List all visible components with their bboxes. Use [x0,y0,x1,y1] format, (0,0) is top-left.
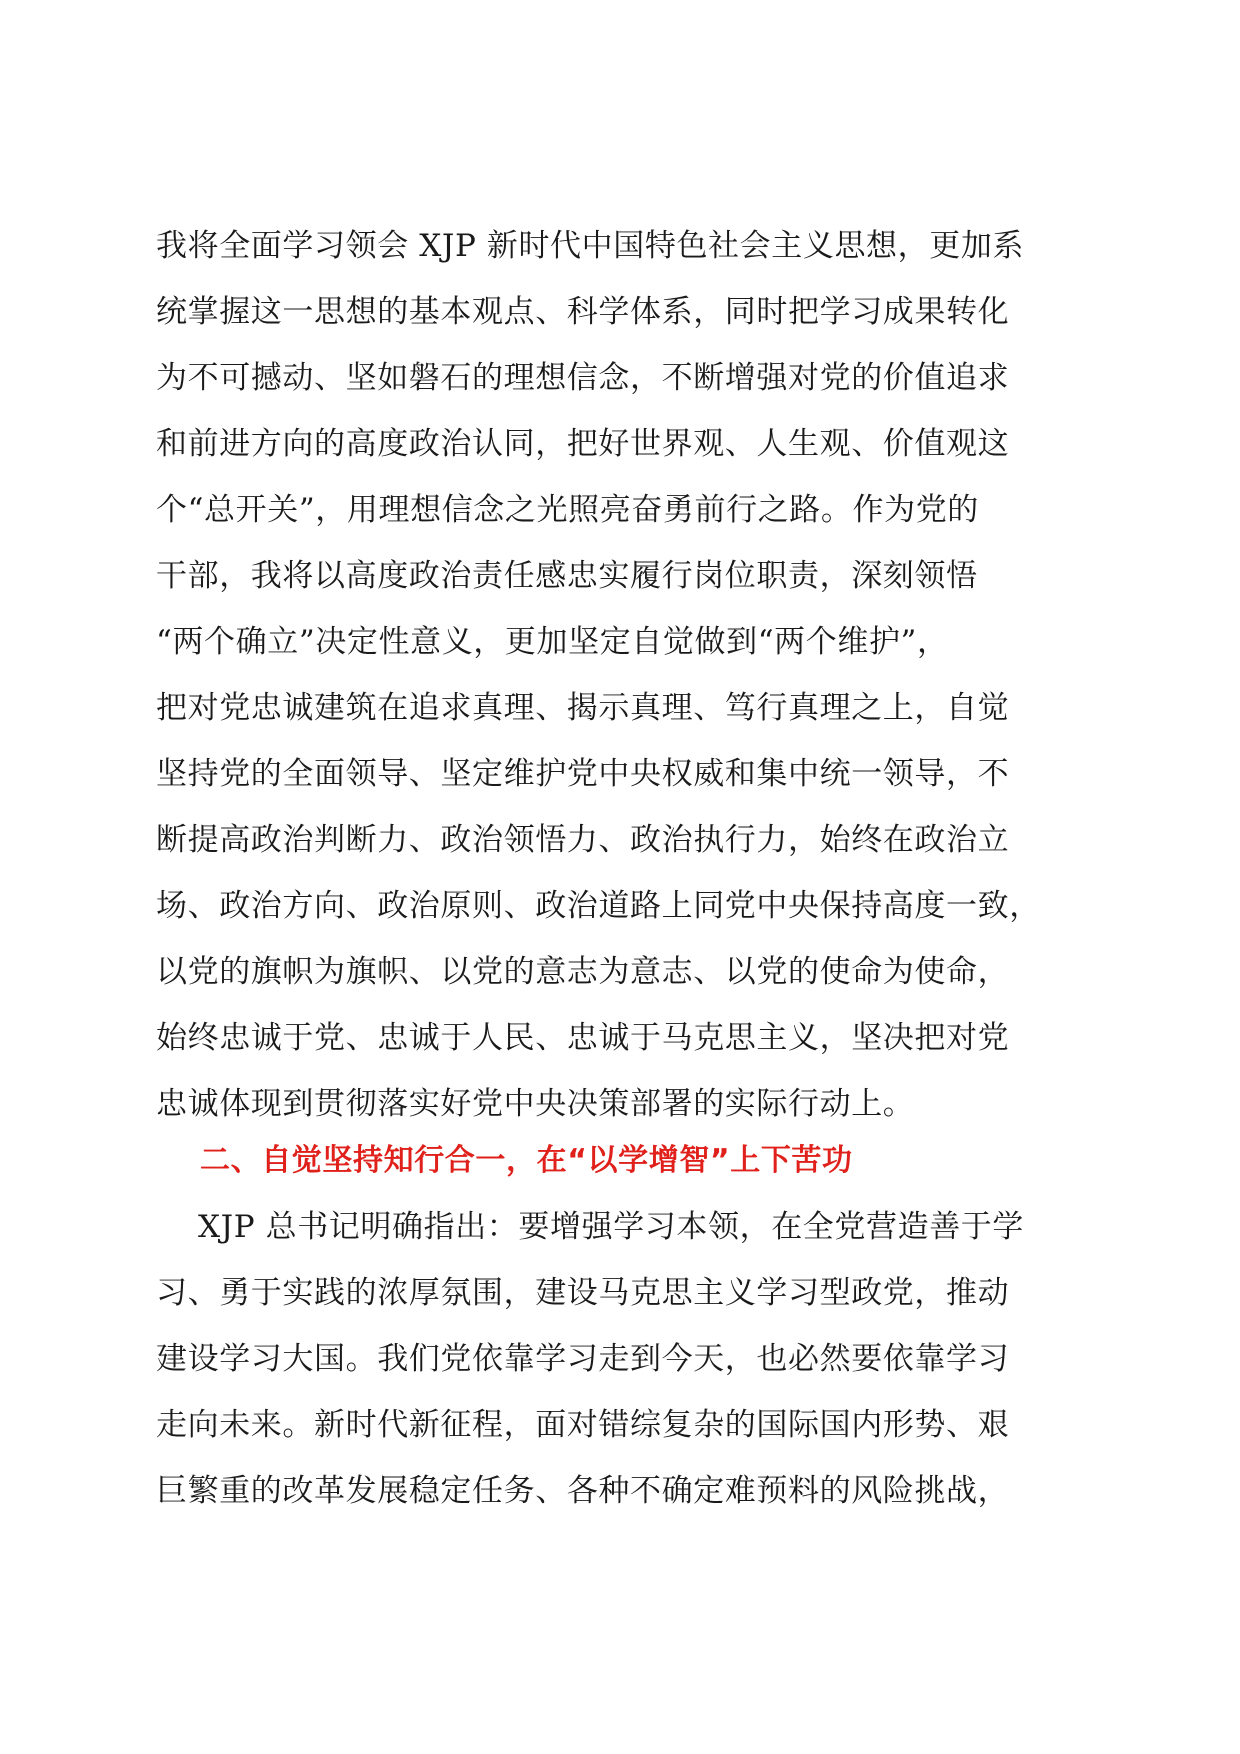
paragraph-2-line: 习、勇于实践的浓厚氛围，建设马克思主义学习型政党，推动 [156,1275,1010,1311]
paragraph-2 [156,1194,1096,1524]
paragraph-1-line: 断提高政治判断力、政治领悟力、政治执行力，始终在政治立 [156,822,1010,858]
paragraph-1-line: 始终忠诚于党、忠诚于人民、忠诚于马克思主义，坚决把对党 [156,1020,1010,1056]
paragraph-1-line: “两个确立”决定性意义，更加坚定自觉做到“两个维护”， [156,624,949,660]
paragraph-1-line: 和前进方向的高度政治认同，把好世界观、人生观、价值观这 [156,426,1010,462]
paragraph-1 [156,213,1096,1137]
paragraph-2-line: XJP 总书记明确指出：要增强学习本领，在全党营造善于学 [198,1209,1025,1245]
paragraph-1-line: 个“总开关”，用理想信念之光照亮奋勇前行之路。作为党的 [156,492,979,528]
paragraph-1-line: 场、政治方向、政治原则、政治道路上同党中央保持高度一致， [156,888,1041,924]
paragraph-1-line: 坚持党的全面领导、坚定维护党中央权威和集中统一领导，不 [156,756,1010,792]
paragraph-2-line: 走向未来。新时代新征程，面对错综复杂的国际国内形势、艰 [156,1407,1010,1443]
paragraph-1-line: 把对党忠诚建筑在追求真理、揭示真理、笃行真理之上，自觉 [156,690,1010,726]
paragraph-1-line: 我将全面学习领会 XJP 新时代中国特色社会主义思想，更加系 [156,228,1025,264]
paragraph-1-line: 忠诚体现到贯彻落实好党中央决策部署的实际行动上。 [156,1086,915,1122]
paragraph-2-line: 建设学习大国。我们党依靠学习走到今天，也必然要依靠学习 [156,1341,1010,1377]
section-heading: 二、自觉坚持知行合一，在“以学增智”上下苦功 [200,1143,853,1178]
paragraph-1-line: 统掌握这一思想的基本观点、科学体系，同时把学习成果转化 [156,294,1010,330]
paragraph-1-line: 以党的旗帜为旗帜、以党的意志为意志、以党的使命为使命， [156,954,1010,990]
paragraph-2-line: 巨繁重的改革发展稳定任务、各种不确定难预料的风险挑战， [156,1473,1010,1509]
paragraph-1-line: 干部，我将以高度政治责任感忠实履行岗位职责，深刻领悟 [156,558,978,594]
paragraph-1-line: 为不可撼动、坚如磐石的理想信念，不断增强对党的价值追求 [156,360,1010,396]
